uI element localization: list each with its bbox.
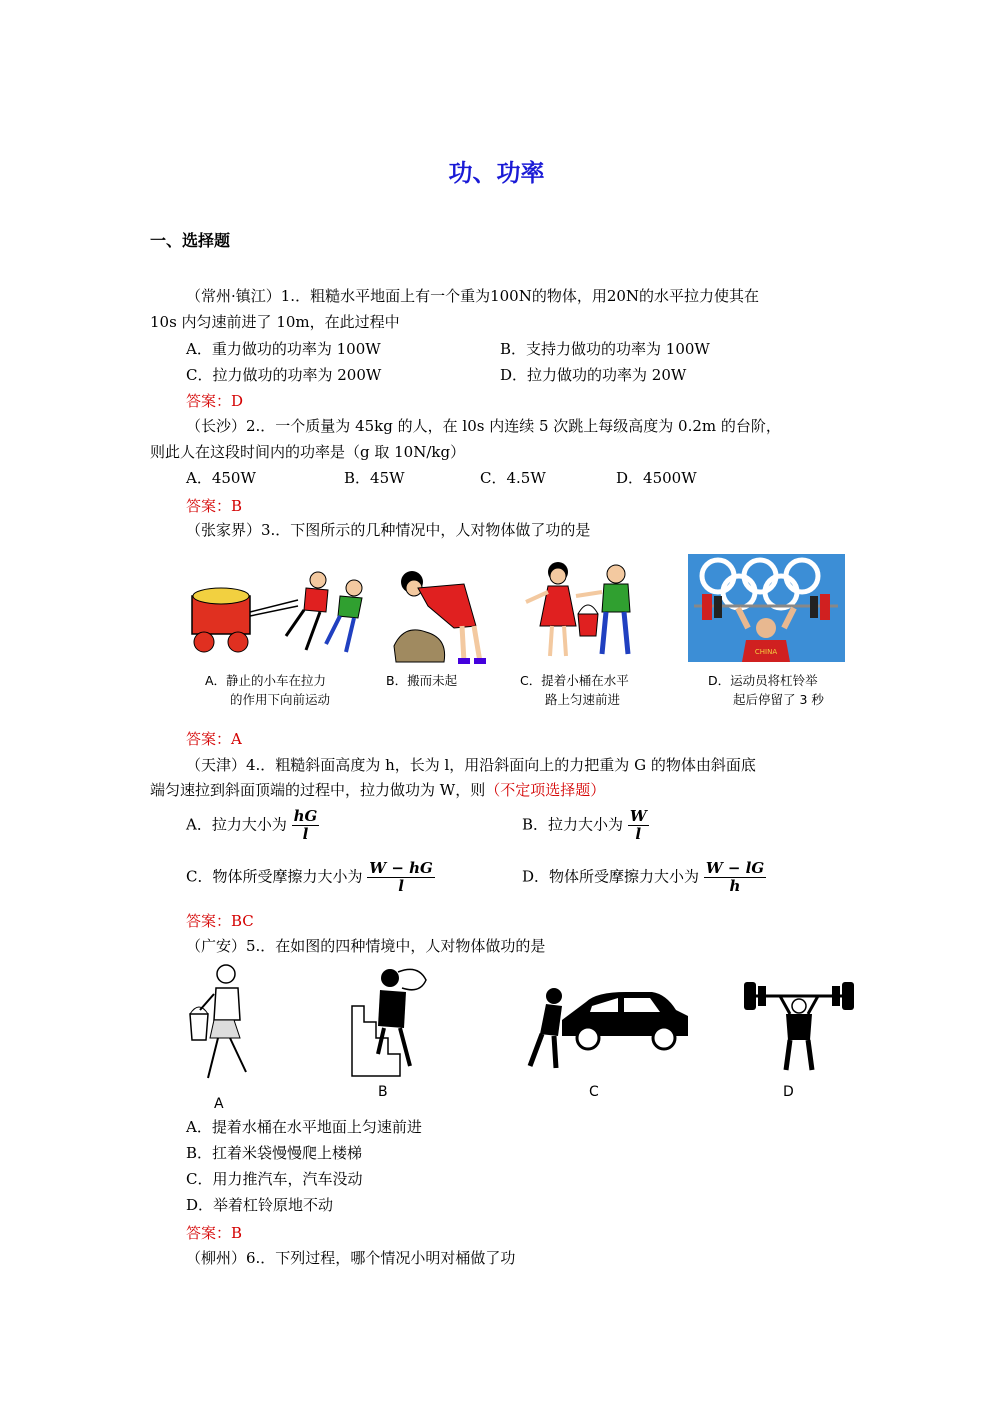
section-heading: 一、选择题 xyxy=(150,231,231,250)
q5-option-b: B．扛着米袋慢慢爬上楼梯 xyxy=(186,1144,363,1162)
q4-option-c-label: C．物体所受摩擦力大小为 xyxy=(186,867,363,886)
q4-option-d-fraction: $\frac{W - lG}{h}$ xyxy=(705,859,765,895)
q2-option-d: D．4500W xyxy=(616,469,697,487)
q5-figure-label-a: A xyxy=(214,1096,224,1112)
q4-option-c-fraction: $\frac{W - hG}{l}$ xyxy=(369,859,433,895)
q4-option-a-fraction: $\frac{hG}{l}$ xyxy=(293,807,318,843)
q3-caption-d-1: D．运动员将杠铃举 xyxy=(708,673,818,688)
q5-figure-label-b: B xyxy=(378,1084,388,1100)
q4-option-a xyxy=(186,808,319,843)
q4-option-a-label: A．拉力大小为 xyxy=(186,815,287,834)
q4-option-b-label: B．拉力大小为 xyxy=(522,815,624,834)
q5-option-d: D．举着杠铃原地不动 xyxy=(186,1196,334,1214)
q3-caption-d-2: 起后停留了 3 秒 xyxy=(733,692,824,707)
q4-note: （不定项选择题） xyxy=(485,781,606,799)
lifting-sack-illustration xyxy=(384,566,494,666)
q4-answer: 答案：BC xyxy=(186,912,254,930)
shirt-text: CHINA xyxy=(754,648,778,656)
q3-caption-a-1: A．静止的小车在拉力 xyxy=(205,673,327,688)
page-title: 功、功率 xyxy=(448,159,545,187)
q2-option-c: C．4.5W xyxy=(480,469,546,487)
q5-line1: （广安）5.．在如图的四种情境中，人对物体做功的是 xyxy=(186,937,546,955)
q2-option-b: B．45W xyxy=(344,469,405,487)
q4-option-d xyxy=(522,860,766,895)
carry-bucket-illustration xyxy=(518,556,648,666)
q1-option-d: D．拉力做功的功率为 20W xyxy=(500,366,687,384)
q1-option-b: B．支持力做功的功率为 100W xyxy=(500,340,710,358)
q6-line1: （柳州）6.．下列过程，哪个情况小明对桶做了功 xyxy=(186,1249,516,1267)
q1-line1: （常州·镇江）1.．粗糙水平地面上有一个重为100N的物体，用20N的水平拉力使其在 xyxy=(186,287,760,305)
q4-line2 xyxy=(150,780,605,800)
q3-caption-c-1: C．提着小桶在水平 xyxy=(520,673,629,688)
push-car-drawing xyxy=(526,980,692,1072)
q1-answer: 答案：D xyxy=(186,392,244,410)
q3-answer: 答案：A xyxy=(186,730,242,748)
q5-figure-label-d: D xyxy=(783,1084,794,1100)
q3-caption-b: B．搬而未起 xyxy=(386,673,458,688)
q2-line2: 则此人在这段时间内的功率是（g 取 10N/kg） xyxy=(150,443,466,461)
q4-option-b-fraction: $\frac{W}{l}$ xyxy=(629,807,647,843)
q5-option-a: A．提着水桶在水平地面上匀速前进 xyxy=(186,1118,422,1136)
cart-pull-illustration xyxy=(186,566,372,666)
q5-answer: 答案：B xyxy=(186,1224,243,1242)
q4-option-d-label: D．物体所受摩擦力大小为 xyxy=(522,867,700,886)
q4-option-b xyxy=(522,808,649,843)
q5-figure-label-c: C xyxy=(589,1084,599,1100)
q1-option-a: A．重力做功的功率为 100W xyxy=(186,340,381,358)
weightlifter-photo xyxy=(688,554,845,662)
q1-line2: 10s 内匀速前进了 10m，在此过程中 xyxy=(150,313,400,331)
q2-line1: （长沙）2.．一个质量为 45kg 的人，在 l0s 内连续 5 次跳上每级高度为 0.2m 的台阶， xyxy=(186,417,781,435)
q1-option-c: C．拉力做功的功率为 200W xyxy=(186,366,382,384)
q2-answer: 答案：B xyxy=(186,497,243,515)
q3-caption-c-2: 路上匀速前进 xyxy=(545,692,621,707)
q5-option-c: C．用力推汽车，汽车没动 xyxy=(186,1170,363,1188)
climb-stairs-drawing xyxy=(350,966,430,1082)
q4-line2-text: 端匀速拉到斜面顶端的过程中，拉力做功为 W，则 xyxy=(150,781,486,799)
q2-option-a: A．450W xyxy=(186,469,256,487)
q4-line1: （天津）4.．粗糙斜面高度为 h，长为 l，用沿斜面向上的力把重为 G 的物体由斜面底 xyxy=(186,756,756,774)
carry-water-bucket-drawing xyxy=(186,960,256,1090)
q3-caption-a-2: 的作用下向前运动 xyxy=(230,692,331,707)
q4-option-c xyxy=(186,860,435,895)
q3-line1: （张家界）3.．下图所示的几种情况中，人对物体做了功的是 xyxy=(186,521,591,539)
hold-barbell-drawing xyxy=(740,974,858,1078)
